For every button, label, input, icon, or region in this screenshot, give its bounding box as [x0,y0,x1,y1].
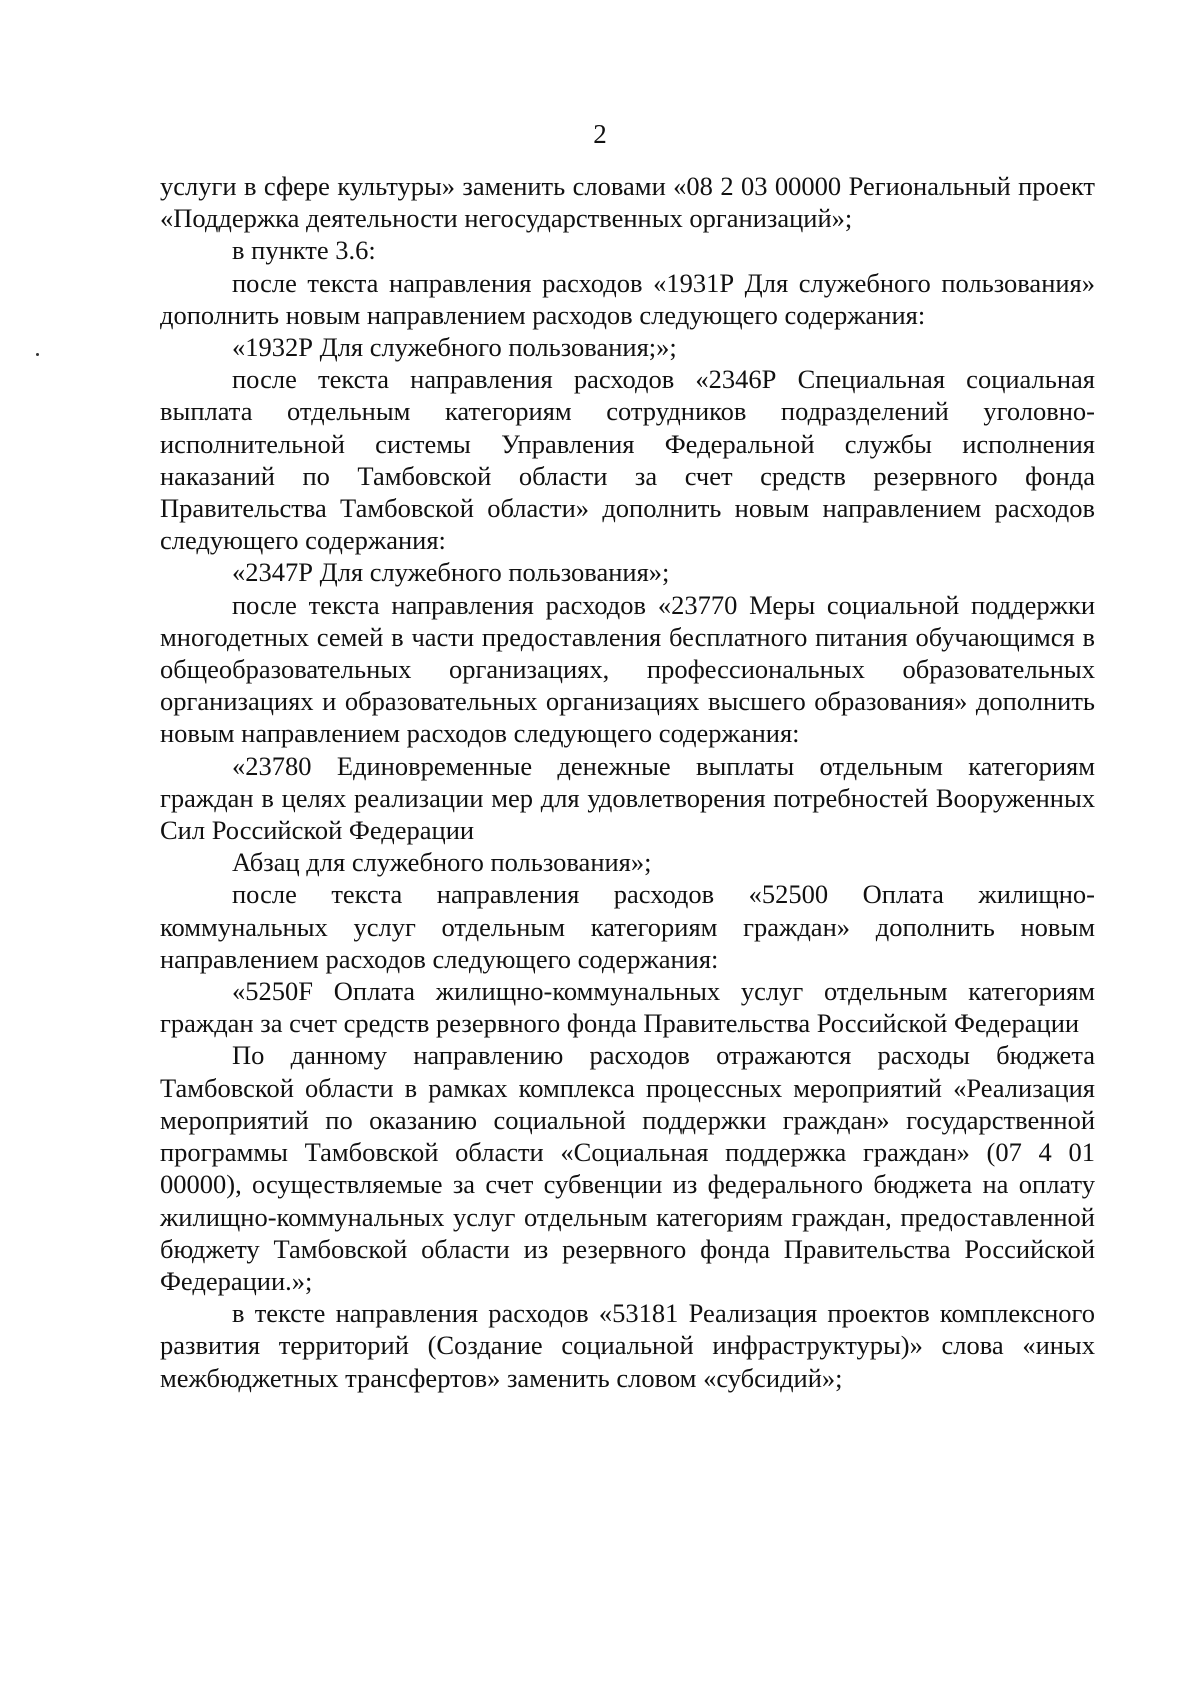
paragraph-after-1931r: после текста направления расходов «1931Р Для служебного пользования» дополнить новым направлением расходов следующего содержания: [160,267,1095,330]
paragraph-53181: в тексте направления расходов «53181 Реализация проектов комплексного развития территорий (Создание социальной инфраструктуры)» слова «иных межбюджетных трансфертов» заменить словом «субсидий»; [160,1298,1095,1393]
paragraph-culture-services: услуги в сфере культуры» заменить словами «08 2 03 00000 Региональный проект «Поддержка деятельности негосударственных организаций»; [160,171,1095,234]
paragraph-point-3-6: в пункте 3.6: [232,235,376,266]
paragraph-service-use-abstract: Абзац для служебного пользования»; [232,847,652,878]
paragraph-2347r: «2347Р Для служебного пользования»; [232,557,670,588]
paragraph-expense-description: По данному направлению расходов отражаются расходы бюджета Тамбовской области в рамках комплекса процессных мероприятий «Реализация мероприятий по оказанию социальной поддержки граждан» государственной программы Тамбовской области «Социальная поддержка граждан» (07 4 01 00000), осуществляемые за счет субвенции из федерального бюджета на оплату жилищно-коммунальных услуг отдельным категориям граждан, предоставленной бюджету Тамбовской области из резервного фонда Правительства Российской Федерации.»; [160,1040,1095,1296]
scan-artifact-dot [36,353,39,356]
paragraph-5250f: «5250F Оплата жилищно-коммунальных услуг отдельным категориям граждан за счет средств резервного фонда Правительства Российской Федерации [160,976,1095,1039]
paragraph-1932r: «1932Р Для служебного пользования;»; [232,332,677,363]
paragraph-after-52500: после текста направления расходов «52500 Оплата жилищно-коммунальных услуг отдельным категориям граждан» дополнить новым направлением расходов следующего содержания: [160,879,1095,974]
paragraph-23780: «23780 Единовременные денежные выплаты отдельным категориям граждан в целях реализации мер для удовлетворения потребностей Вооруженных Сил Российской Федерации [160,750,1095,846]
paragraph-after-23770: после текста направления расходов «23770 Меры социальной поддержки многодетных семей в части предоставления бесплатного питания обучающимся в общеобразовательных организациях, профессиональных образовательных организациях и образовательных организациях высшего образования» дополнить новым направлением расходов следующего содержания: [160,589,1095,749]
document-body [160,170,1095,1394]
page-number: 2 [593,119,607,149]
paragraph-after-2346r: после текста направления расходов «2346Р Специальная социальная выплата отдельным категориям сотрудников подразделений уголовно-исполнительной системы Управления Федеральной службы исполнения наказаний по Тамбовской области за счет средств резервного фонда Правительства Тамбовской области» дополнить новым направлением расходов следующего содержания: [160,364,1095,556]
